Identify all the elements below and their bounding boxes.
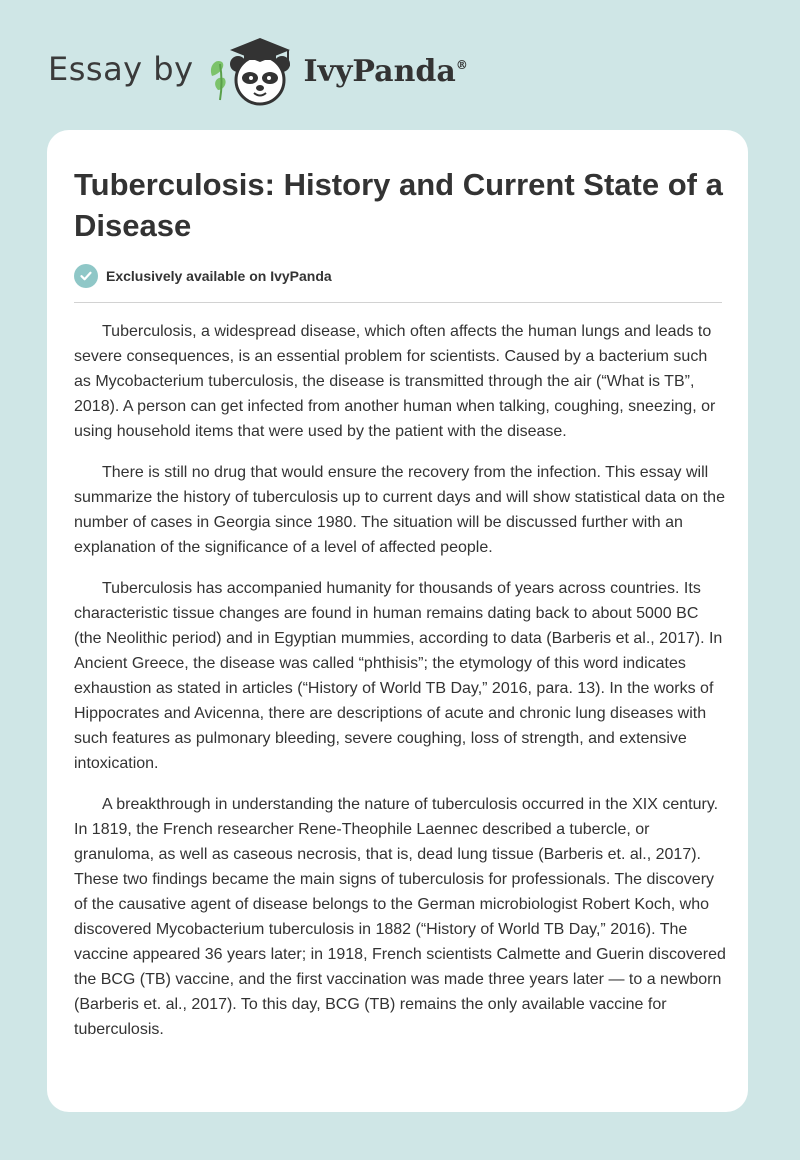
- paragraph: Tuberculosis has accompanied humanity for thousands of years across countries. Its characteristic tissue changes are found in human remains dating back to about 5000 BC (the Neolithic period) and in Egyptian mummies, according to data (Barberis et al., 2017). In Ancient Greece, the disease was called “phthisis”; the etymology of this word indicates exhaustion as stated in articles (“History of World TB Day,” 2016, para. 13). In the works of Hippocrates and Avicenna, there are descriptions of acute and chronic lung diseases with such features as pulmonary bleeding, severe coughing, loss of strength, and extensive intoxication.: [74, 580, 723, 772]
- essay-by-label: Essay by: [48, 50, 194, 88]
- paragraph: There is still no drug that would ensure the recovery from the infection. This essay will summarize the history of tuberculosis up to current days and will show statistical data on the number of cases in Georgia since 1980. The situation will be discussed further with an explanation of the significance of a level of affected people.: [74, 464, 725, 556]
- site-header: [48, 36, 468, 108]
- panda-logo-icon[interactable]: [208, 36, 300, 108]
- paragraph: Tuberculosis, a widespread disease, which often affects the human lungs and leads to severe consequences, is an essential problem for scientists. Caused by a bacterium such as Mycobacterium tuberculosis, the disease is transmitted through the air (“What is TB”, 2018). A person can get infected from another human when talking, coughing, sneezing, or using household items that were used by the patient with the disease.: [74, 323, 716, 440]
- essay-body: [74, 319, 726, 1058]
- essay-title: Tuberculosis: History and Current State of a Disease: [74, 167, 723, 243]
- checkmark-icon: [74, 264, 98, 288]
- exclusive-badge: [74, 264, 332, 288]
- essay-card: [47, 130, 748, 1112]
- brand-text: IvyPanda: [303, 53, 456, 89]
- exclusive-badge-label: Exclusively available on IvyPanda: [106, 268, 332, 284]
- registered-mark: ®: [455, 57, 468, 72]
- brand-name[interactable]: [304, 54, 468, 89]
- divider: [74, 302, 722, 303]
- paragraph: A breakthrough in understanding the nature of tuberculosis occurred in the XIX century. In 1819, the French researcher Rene-Theophile Laennec described a tubercle, or granuloma, as well as caseous necrosis, that is, dead lung tissue (Barberis et. al., 2017). These two findings became the main signs of tuberculosis for professionals. The discovery of the causative agent of disease belongs to the German microbiologist Robert Koch, who discovered Mycobacterium tuberculosis in 1882 (“History of World TB Day,” 2016). The vaccine appeared 36 years later; in 1918, French scientists Calmette and Guerin discovered the BCG (TB) vaccine, and the first vaccination was made three years later — to a newborn (Barberis et. al., 2017). To this day, BCG (TB) remains the only available vaccine for tuberculosis.: [74, 796, 726, 1038]
